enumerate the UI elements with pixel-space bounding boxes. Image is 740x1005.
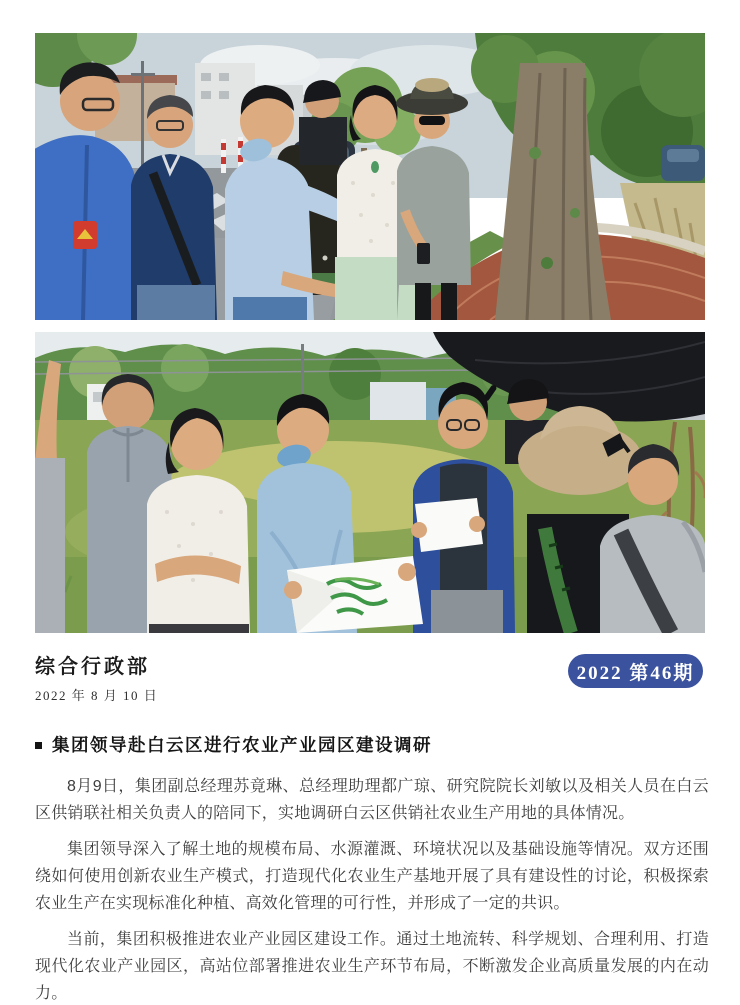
issue-header [35, 650, 705, 710]
news-article [35, 733, 709, 1005]
article-paragraph-1: 8月9日，集团副总经理苏竟琳、总经理助理都广琼、研究院院长刘敏以及相关人员在白云区供销联社相关负责人的陪同下，实地调研白云区供销社农业生产用地的具体情况。 [35, 778, 709, 822]
issue-badge: 2022 第46期 [568, 654, 703, 688]
person-black-cap [299, 80, 347, 165]
issue-date: 2022 年 8 月 10 日 [35, 688, 159, 703]
headline-bullet-icon [35, 742, 42, 749]
blue-car-right [661, 145, 705, 181]
headline-text: 集团领导赴白云区进行农业产业园区建设调研 [52, 735, 432, 755]
article-paragraph-2: 集团领导深入了解土地的规模布局、水源灌溉、环境状况以及基础设施等情况。双方还围绕如何使用创新农业生产模式，打造现代化农业生产基地开展了具有建设性的讨论，积极探索农业生产在实现标准化种植、高效化管理的可行性，并形成了一定的共识。 [35, 841, 709, 912]
photo2-illustration [35, 332, 705, 633]
department-name: 综合行政部 [35, 656, 150, 678]
photo-roadside-visit [35, 33, 705, 320]
article-paragraph-3: 当前，集团积极推进农业产业园区建设工作。通过土地流转、科学规划、合理利用、打造现代化农业产业园区，高站位部署推进农业生产环节布局，不断激发企业高质量发展的内在动力。 [35, 931, 709, 1002]
article-headline [35, 733, 709, 757]
photo-field-visit [35, 332, 705, 633]
photo1-illustration [35, 33, 705, 320]
